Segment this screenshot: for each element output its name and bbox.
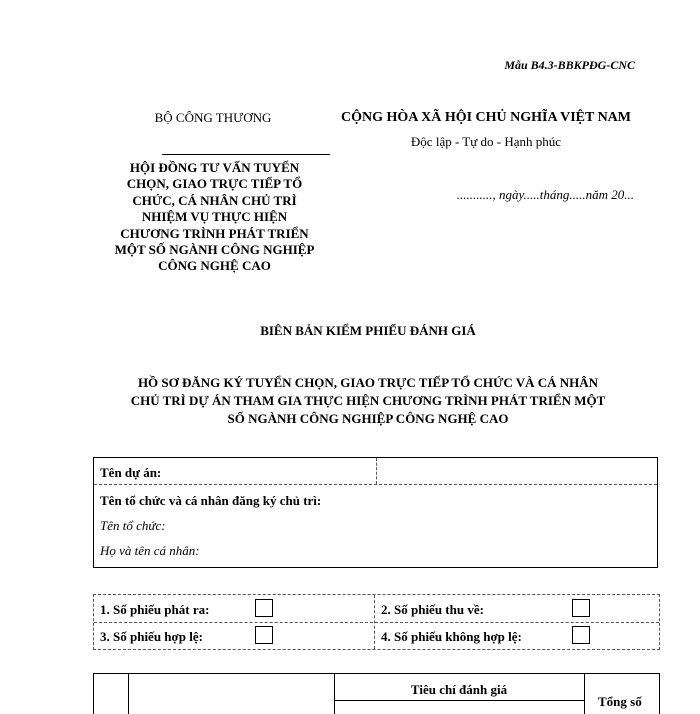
valid-votes-checkbox[interactable] (255, 626, 273, 644)
criteria-column-divider (584, 674, 585, 714)
total-header: Tổng số (598, 694, 642, 709)
council-line: CÔNG NGHỆ CAO (158, 258, 271, 274)
criteria-header: Tiêu chí đánh giá (410, 682, 508, 697)
criteria-header-divider (334, 700, 584, 701)
subtitle-line: CHỦ TRÌ DỰ ÁN THAM GIA THỰC HIỆN CHƯƠNG TRÌNH PHÁT TRIỂN MỘT (130, 393, 606, 408)
council-line: HỘI ĐỒNG TƯ VẤN TUYỂN (129, 160, 300, 175)
document-subtitle (100, 374, 636, 428)
council-line: NHIỆM VỤ THỰC HIỆN (141, 209, 288, 225)
council-line: MỘT SỐ NGÀNH CÔNG NGHIỆP (114, 242, 315, 258)
issued-votes-label: 1. Số phiếu phát ra: (100, 602, 210, 617)
invalid-votes-label: 4. Số phiếu không hợp lệ: (381, 629, 522, 644)
vote-count-box (93, 594, 660, 650)
council-name (92, 160, 337, 275)
person-name-label: Họ và tên cá nhân: (100, 543, 200, 558)
returned-votes-label: 2. Số phiếu thu về: (381, 602, 484, 617)
project-info-box (93, 457, 658, 568)
registrant-label: Tên tổ chức và cá nhân đăng ký chủ trì: (100, 493, 322, 508)
subtitle-line: HỒ SƠ ĐĂNG KÝ TUYỂN CHỌN, GIAO TRỰC TIẾP TỔ CHỨC VÀ CÁ NHÂN (137, 375, 599, 390)
invalid-votes-checkbox[interactable] (572, 626, 590, 644)
project-name-label: Tên dự án: (100, 465, 162, 480)
council-line: CHỌN, GIAO TRỰC TIẾP TỔ (126, 176, 303, 192)
valid-votes-label: 3. Số phiếu hợp lệ: (100, 629, 203, 644)
vote-column-divider (374, 595, 375, 649)
subtitle-line: SỐ NGÀNH CÔNG NGHIỆP CÔNG NGHỆ CAO (227, 411, 509, 426)
ministry-name: BỘ CÔNG THƯƠNG (154, 110, 272, 125)
place-date-line: ..........., ngày.....tháng.....năm 20... (456, 187, 634, 202)
council-line: CHỨC, CÁ NHÂN CHỦ TRÌ (132, 192, 297, 208)
council-line: CHƯƠNG TRÌNH PHÁT TRIỂN (120, 225, 309, 241)
criteria-table (93, 673, 660, 714)
criteria-column-divider (128, 674, 129, 714)
org-name-label: Tên tổ chức: (100, 518, 166, 533)
project-name-divider (376, 458, 377, 484)
issued-votes-checkbox[interactable] (255, 599, 273, 617)
header-divider (162, 154, 330, 155)
vote-row-divider (94, 622, 659, 623)
country-name: CỘNG HÒA XÃ HỘI CHỦ NGHĨA VIỆT NAM (340, 110, 631, 125)
returned-votes-checkbox[interactable] (572, 599, 590, 617)
document-title: BIÊN BẢN KIỂM PHIẾU ĐÁNH GIÁ (260, 323, 476, 338)
form-code: Mẫu B4.3-BBKPĐG-CNC (504, 58, 635, 72)
national-motto: Độc lập - Tự do - Hạnh phúc (410, 134, 562, 149)
